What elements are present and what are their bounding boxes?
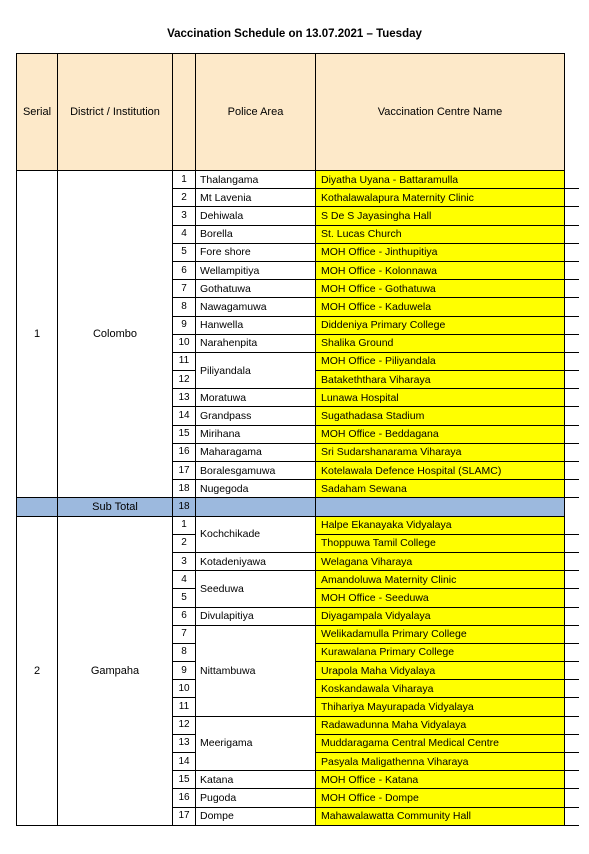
row-number: 8	[173, 643, 196, 661]
header-stub	[565, 54, 579, 171]
row-number: 8	[173, 298, 196, 316]
district-cell: Colombo	[58, 171, 173, 498]
right-stub-cell	[565, 716, 579, 734]
header-police-area: Police Area	[196, 54, 316, 171]
police-area-cell: Dehiwala	[196, 207, 316, 225]
right-stub-cell	[565, 389, 579, 407]
right-stub-cell	[565, 407, 579, 425]
right-stub-cell	[565, 280, 579, 298]
row-number: 4	[173, 571, 196, 589]
row-number: 12	[173, 371, 196, 389]
police-area-cell: Piliyandala	[196, 352, 316, 388]
right-stub-cell	[565, 734, 579, 752]
right-stub-cell	[565, 643, 579, 661]
right-stub-cell	[565, 753, 579, 771]
row-number: 1	[173, 516, 196, 534]
police-area-cell: Narahenpita	[196, 334, 316, 352]
police-area-cell: Katana	[196, 771, 316, 789]
centre-cell: Sri Sudarshanarama Viharaya	[316, 443, 565, 461]
right-stub-cell	[565, 516, 579, 534]
row-number: 7	[173, 625, 196, 643]
row-number: 17	[173, 462, 196, 480]
police-area-cell: Boralesgamuwa	[196, 462, 316, 480]
centre-cell: St. Lucas Church	[316, 225, 565, 243]
centre-cell: MOH Office - Seeduwa	[316, 589, 565, 607]
right-stub-cell	[565, 425, 579, 443]
table-row	[17, 516, 579, 534]
row-number: 16	[173, 789, 196, 807]
row-number: 6	[173, 261, 196, 279]
page-title: Vaccination Schedule on 13.07.2021 – Tuesday	[167, 28, 422, 40]
row-number: 1	[173, 171, 196, 189]
police-area-cell: Seeduwa	[196, 571, 316, 607]
right-stub-cell	[565, 534, 579, 552]
right-stub-cell	[565, 243, 579, 261]
centre-cell: Radawadunna Maha Vidyalaya	[316, 716, 565, 734]
police-area-cell: Fore shore	[196, 243, 316, 261]
centre-cell: Welagana Viharaya	[316, 552, 565, 570]
row-number: 4	[173, 225, 196, 243]
right-stub-cell	[565, 261, 579, 279]
right-stub-cell	[565, 225, 579, 243]
centre-cell: MOH Office - Jinthupitiya	[316, 243, 565, 261]
subtotal-blank	[17, 498, 58, 516]
police-area-cell: Nugegoda	[196, 480, 316, 498]
row-number: 12	[173, 716, 196, 734]
centre-cell: Sadaham Sewana	[316, 480, 565, 498]
police-area-cell: Meerigama	[196, 716, 316, 771]
row-number: 14	[173, 753, 196, 771]
right-stub-cell	[565, 189, 579, 207]
row-number: 14	[173, 407, 196, 425]
row-number: 13	[173, 734, 196, 752]
row-number: 5	[173, 243, 196, 261]
centre-cell: Thoppuwa Tamil College	[316, 534, 565, 552]
row-number: 9	[173, 316, 196, 334]
police-area-cell: Pugoda	[196, 789, 316, 807]
right-stub-cell	[565, 680, 579, 698]
table-row	[17, 171, 579, 189]
right-stub-cell	[565, 462, 579, 480]
centre-cell: Shalika Ground	[316, 334, 565, 352]
row-number: 15	[173, 771, 196, 789]
centre-cell: S De S Jayasingha Hall	[316, 207, 565, 225]
right-stub-cell	[565, 316, 579, 334]
centre-cell: Kotelawala Defence Hospital (SLAMC)	[316, 462, 565, 480]
centre-cell: MOH Office - Beddagana	[316, 425, 565, 443]
centre-cell: Batakeththara Viharaya	[316, 371, 565, 389]
centre-cell: MOH Office - Piliyandala	[316, 352, 565, 370]
centre-cell: MOH Office - Dompe	[316, 789, 565, 807]
centre-cell: MOH Office - Gothatuwa	[316, 280, 565, 298]
right-stub-cell	[565, 371, 579, 389]
centre-cell: Diyatha Uyana - Battaramulla	[316, 171, 565, 189]
row-number: 17	[173, 807, 196, 825]
header-district: District / Institution	[58, 54, 173, 171]
centre-cell: Thihariya Mayurapada Vidyalaya	[316, 698, 565, 716]
row-number: 15	[173, 425, 196, 443]
police-area-cell: Maharagama	[196, 443, 316, 461]
police-area-cell: Moratuwa	[196, 389, 316, 407]
right-stub-cell	[565, 480, 579, 498]
right-stub-cell	[565, 443, 579, 461]
centre-cell: Kurawalana Primary College	[316, 643, 565, 661]
centre-cell: Diyagampala Vidyalaya	[316, 607, 565, 625]
right-stub-cell	[565, 352, 579, 370]
right-stub-cell	[565, 589, 579, 607]
police-area-cell: Divulapitiya	[196, 607, 316, 625]
row-number: 3	[173, 552, 196, 570]
row-number: 2	[173, 534, 196, 552]
right-stub-cell	[565, 552, 579, 570]
subtotal-value: 18	[173, 498, 196, 516]
row-number: 2	[173, 189, 196, 207]
centre-cell: Halpe Ekanayaka Vidyalaya	[316, 516, 565, 534]
header-row	[17, 54, 579, 171]
row-number: 3	[173, 207, 196, 225]
right-stub-cell	[565, 807, 579, 825]
row-number: 9	[173, 662, 196, 680]
police-area-cell: Mt Lavenia	[196, 189, 316, 207]
row-number: 16	[173, 443, 196, 461]
right-stub-cell	[565, 334, 579, 352]
subtotal-blank	[196, 498, 316, 516]
police-area-cell: Thalangama	[196, 171, 316, 189]
row-number: 18	[173, 480, 196, 498]
centre-cell: Muddaragama Central Medical Centre	[316, 734, 565, 752]
centre-cell: MOH Office - Katana	[316, 771, 565, 789]
police-area-cell: Gothatuwa	[196, 280, 316, 298]
right-stub-cell	[565, 207, 579, 225]
row-number: 5	[173, 589, 196, 607]
police-area-cell: Kochchikade	[196, 516, 316, 552]
centre-cell: Diddeniya Primary College	[316, 316, 565, 334]
right-stub-cell	[565, 662, 579, 680]
right-stub-cell	[565, 607, 579, 625]
centre-cell: Kothalawalapura Maternity Clinic	[316, 189, 565, 207]
police-area-cell: Wellampitiya	[196, 261, 316, 279]
police-area-cell: Hanwella	[196, 316, 316, 334]
right-stub-cell	[565, 789, 579, 807]
subtotal-blank	[316, 498, 565, 516]
subtotal-label: Sub Total	[58, 498, 173, 516]
district-cell: Gampaha	[58, 516, 173, 825]
centre-cell: MOH Office - Kaduwela	[316, 298, 565, 316]
police-area-cell: Mirihana	[196, 425, 316, 443]
header-centre: Vaccination Centre Name	[316, 54, 565, 171]
serial-cell: 2	[17, 516, 58, 825]
centre-cell: Sugathadasa Stadium	[316, 407, 565, 425]
row-number: 13	[173, 389, 196, 407]
row-number: 10	[173, 334, 196, 352]
police-area-cell: Borella	[196, 225, 316, 243]
centre-cell: Pasyala Maligathenna Viharaya	[316, 753, 565, 771]
police-area-cell: Nawagamuwa	[196, 298, 316, 316]
right-stub-cell	[565, 698, 579, 716]
row-number: 11	[173, 698, 196, 716]
header-number	[173, 54, 196, 171]
row-number: 11	[173, 352, 196, 370]
police-area-cell: Nittambuwa	[196, 625, 316, 716]
right-stub-cell	[565, 498, 579, 516]
centre-cell: Lunawa Hospital	[316, 389, 565, 407]
centre-cell: Koskandawala Viharaya	[316, 680, 565, 698]
right-stub-cell	[565, 571, 579, 589]
row-number: 7	[173, 280, 196, 298]
subtotal-row	[17, 498, 579, 516]
right-stub-cell	[565, 298, 579, 316]
police-area-cell: Kotadeniyawa	[196, 552, 316, 570]
centre-cell: Welikadamulla Primary College	[316, 625, 565, 643]
centre-cell: MOH Office - Kolonnawa	[316, 261, 565, 279]
centre-cell: Amandoluwa Maternity Clinic	[316, 571, 565, 589]
header-serial: Serial	[17, 54, 58, 171]
vaccination-schedule-table	[16, 53, 579, 826]
centre-cell: Mahawalawatta Community Hall	[316, 807, 565, 825]
right-stub-cell	[565, 771, 579, 789]
centre-cell: Urapola Maha Vidyalaya	[316, 662, 565, 680]
right-stub-cell	[565, 625, 579, 643]
row-number: 10	[173, 680, 196, 698]
police-area-cell: Dompe	[196, 807, 316, 825]
police-area-cell: Grandpass	[196, 407, 316, 425]
row-number: 6	[173, 607, 196, 625]
serial-cell: 1	[17, 171, 58, 498]
right-stub-cell	[565, 171, 579, 189]
